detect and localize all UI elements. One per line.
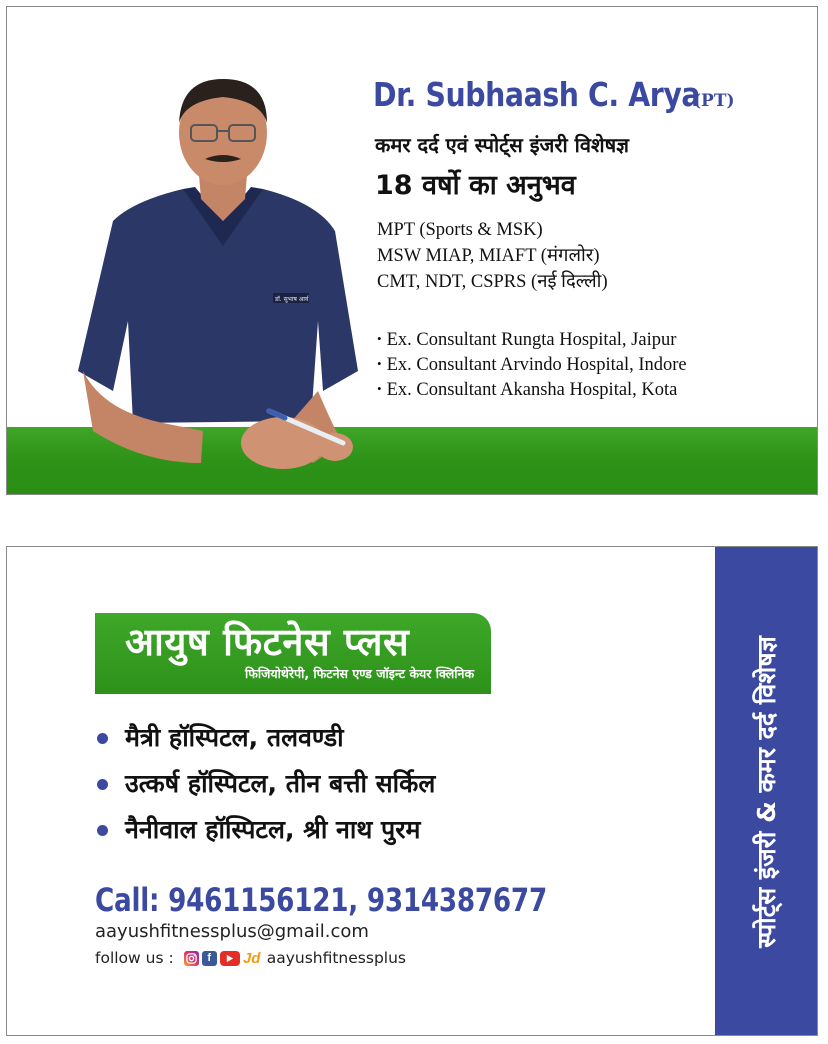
bullet-dot — [97, 733, 108, 744]
position-text: Ex. Consultant Akansha Hospital, Kota — [386, 380, 678, 400]
list-item — [377, 327, 687, 352]
bullet: • — [377, 331, 382, 346]
location-text: मैत्री हॉस्पिटल, तलवण्डी — [125, 723, 344, 752]
justdial-icon: Jd — [242, 949, 261, 967]
doctor-name-line — [373, 75, 753, 114]
bullet: • — [377, 381, 382, 396]
youtube-icon — [220, 951, 240, 966]
business-card-back — [6, 546, 818, 1036]
qualification-line: CMT, NDT, CSPRS (नई दिल्ली) — [377, 272, 608, 292]
business-card-front — [6, 6, 818, 495]
follow-label: follow us : — [95, 949, 174, 967]
qualifications — [377, 217, 608, 295]
instagram-icon — [184, 951, 199, 966]
side-strip — [715, 547, 817, 1035]
bullet-dot — [97, 825, 108, 836]
doctor-name: Dr. Subhaash C. Arya — [373, 75, 701, 114]
side-tagline: स्पोर्ट्स इंजरी & कमर दर्द विशेषज्ञ — [752, 636, 781, 948]
location-text: उत्कर्ष हॉस्पिटल, तीन बत्ती सर्किल — [125, 769, 436, 798]
email-address: aayushfitnessplus@gmail.com — [95, 921, 369, 942]
doctor-photo — [73, 71, 363, 481]
brand-banner — [95, 613, 491, 694]
brand-name: आयुष फिटनेस प्लस — [125, 620, 410, 664]
speciality: कमर दर्द एवं स्पोर्ट्स इंजरी विशेषज्ञ — [375, 133, 629, 157]
location-item — [95, 807, 435, 853]
follow-us-row — [95, 949, 406, 967]
position-text: Ex. Consultant Arvindo Hospital, Indore — [386, 355, 687, 375]
location-item — [95, 715, 435, 761]
brand-tagline: फिजियोथेरेपी, फिटनेस एण्ड जॉइन्ट केयर क्लिनिक — [245, 666, 475, 681]
social-handle: aayushfitnessplus — [266, 949, 406, 967]
experience: 18 वर्षो का अनुभव — [375, 170, 576, 201]
past-positions — [377, 327, 687, 402]
qualification-line: MSW MIAP, MIAFT (मंगलोर) — [377, 246, 600, 266]
list-item — [377, 352, 687, 377]
social-icons — [184, 951, 261, 966]
position-text: Ex. Consultant Rungta Hospital, Jaipur — [386, 330, 677, 350]
phone-numbers: Call: 9461156121, 9314387677 — [95, 881, 547, 919]
qualification-line: MPT (Sports & MSK) — [377, 220, 543, 240]
location-text: नैनीवाल हॉस्पिटल, श्री नाथ पुरम — [125, 815, 421, 844]
location-item — [95, 761, 435, 807]
list-item — [377, 377, 687, 402]
bullet: • — [377, 356, 382, 371]
facebook-icon: f — [202, 951, 217, 966]
doctor-name-suffix: (PT) — [693, 91, 735, 111]
badge-text: डॉ. सुभाष आर्य — [275, 296, 309, 303]
bullet-dot — [97, 779, 108, 790]
locations-list — [95, 715, 435, 853]
